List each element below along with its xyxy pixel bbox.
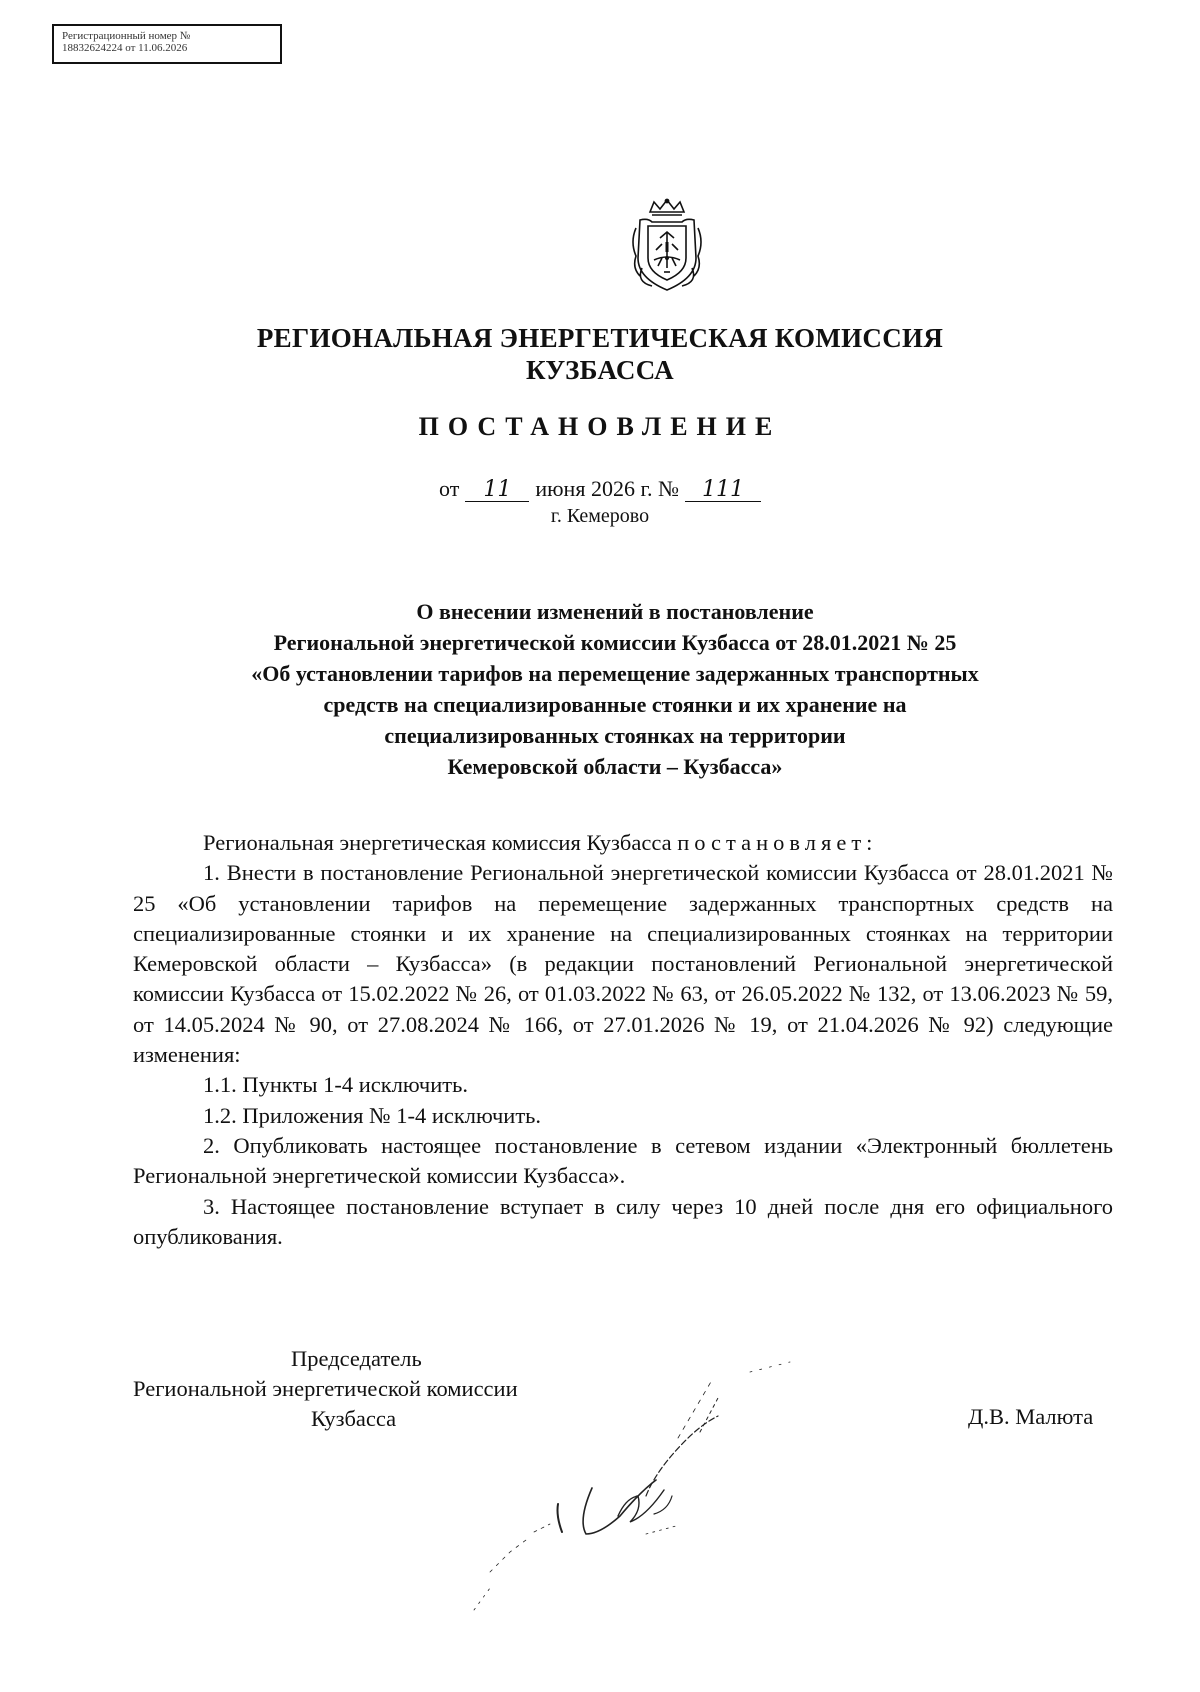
registration-stamp	[52, 24, 282, 64]
signatory-title-line1: Председатель	[291, 1346, 422, 1371]
organization-title-line2: КУЗБАССА	[526, 355, 674, 385]
document-subject	[150, 596, 1080, 782]
signatory-title-line2: Региональной энергетической комиссии	[133, 1376, 518, 1401]
paragraph-3: 3. Настоящее постановление вступает в силу через 10 дней после дня его официального опубликования.	[133, 1193, 1113, 1249]
city: г. Кемерово	[550, 505, 650, 527]
subject-line: специализированных стоянках на территории	[384, 723, 846, 748]
preamble-verb: постановляет:	[677, 830, 878, 855]
signatory-name: Д.В. Малюта	[968, 1404, 1094, 1429]
subject-line: средств на специализированные стоянки и их хранение на	[323, 692, 907, 717]
coat-of-arms-icon	[626, 198, 708, 294]
signatory-title-line3: Кузбасса	[311, 1406, 397, 1431]
registration-line1: Регистрационный номер №	[62, 30, 191, 42]
subject-line: «Об установлении тарифов на перемещение задержанных транспортных	[251, 661, 979, 686]
subject-line: О внесении изменений в постановление	[416, 599, 814, 624]
paragraph-1: 1. Внести в постановление Региональной энергетической комиссии Кузбасса от 28.01.2021 № 25 «Об установлении тарифов на перемещение задержанных транспортных средств на специализированные стоянки и их хранение на специализированных стоянках на территории Кемеровской области – Кузбасса» (в редакции постановлений Региональной энергетической комиссии Кузбасса от 15.02.2022 № 26, от 01.03.2022 № 63, от 26.05.2022 № 132, от 13.06.2023 № 59, от 14.05.2024 № 90, от 27.08.2024 № 166, от 27.01.2026 № 19, от 21.04.2026 № 92) следующие изменения:	[133, 860, 1113, 1068]
paragraph-2: 2. Опубликовать настоящее постановление в сетевом издании «Электронный бюллетень Региональной энергетической комиссии Кузбасса».	[133, 1132, 1113, 1189]
document-type: ПОСТАНОВЛЕНИЕ	[418, 412, 782, 441]
subject-line: Региональной энергетической комиссии Кузбасса от 28.01.2021 № 25	[273, 630, 957, 655]
date-line	[150, 476, 1050, 502]
date-day: 11	[465, 479, 529, 502]
paragraph-1-2: 1.2. Приложения № 1-4 исключить.	[203, 1102, 542, 1128]
subject-line: Кемеровской области – Кузбасса»	[447, 754, 783, 779]
date-rest: июня 2026 г. №	[535, 476, 679, 501]
date-prefix: от	[439, 476, 460, 501]
organization-title-line1: РЕГИОНАЛЬНАЯ ЭНЕРГЕТИЧЕСКАЯ КОМИССИЯ	[256, 323, 944, 353]
document-number: 111	[685, 479, 761, 502]
paragraph-1-1: 1.1. Пункты 1-4 исключить.	[203, 1072, 468, 1098]
document-body	[133, 828, 1113, 1252]
organization-title	[150, 322, 1050, 386]
preamble-text: Региональная энергетическая комиссия Кузбасса	[203, 830, 672, 855]
handwritten-signature	[450, 1320, 880, 1620]
registration-line2: 18832624224 от 11.06.2026	[62, 42, 188, 54]
preamble-paragraph	[133, 828, 1113, 858]
